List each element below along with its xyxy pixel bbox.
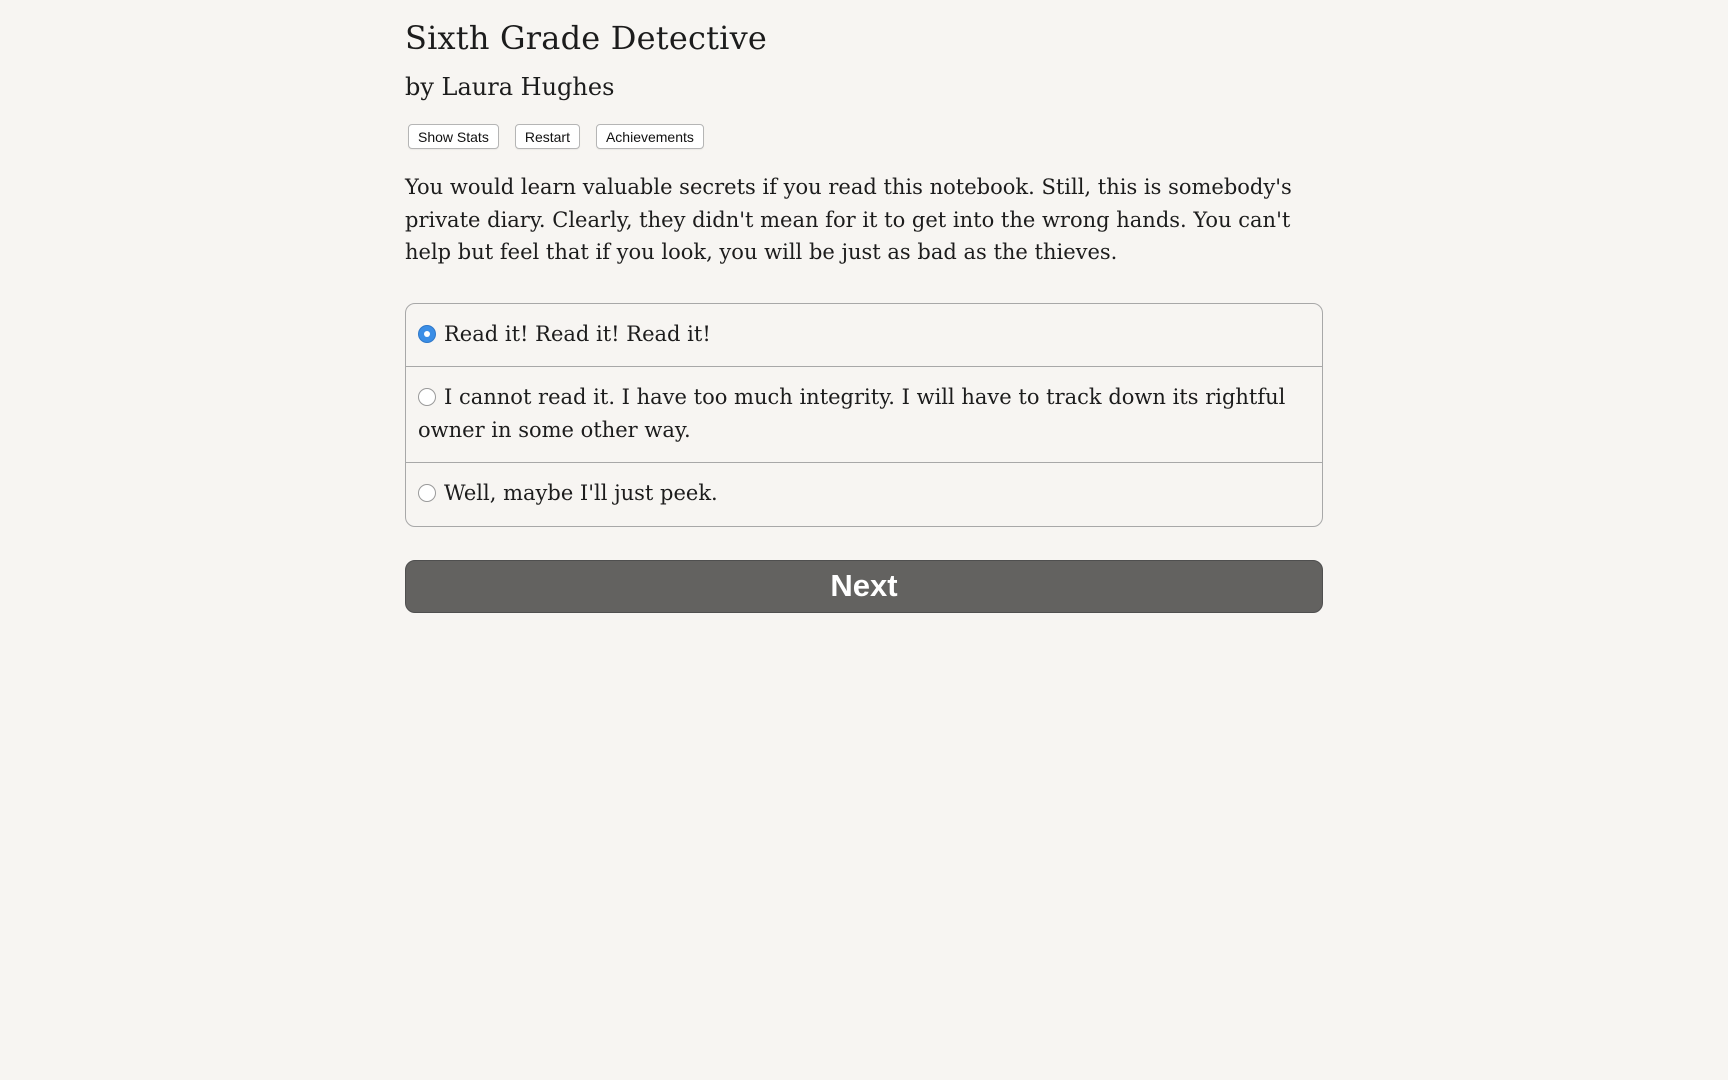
game-title: Sixth Grade Detective [405,19,767,57]
choice-list [405,303,1323,527]
restart-button[interactable]: Restart [515,124,580,149]
toolbar [405,124,1323,149]
game-container [405,0,1323,613]
achievements-button[interactable]: Achievements [596,124,704,149]
game-author: by Laura Hughes [405,73,615,101]
radio-button[interactable] [418,388,436,406]
radio-button-selected[interactable] [418,325,436,343]
choice-just-peek[interactable] [406,462,1322,526]
passage-text: You would learn valuable secrets if you read this notebook. Still, this is somebody's private diary. Clearly, they didn't mean for it to get into the wrong hands. You can't help but feel that if you look, you will be just as bad as the thieves. [405,175,1292,264]
next-button[interactable]: Next [405,560,1323,613]
choice-cannot-read[interactable] [406,366,1322,462]
choice-label: Well, maybe I'll just peek. [444,481,718,505]
radio-button[interactable] [418,484,436,502]
choice-label: Read it! Read it! Read it! [444,321,711,346]
show-stats-button[interactable]: Show Stats [408,124,499,149]
choice-label: I cannot read it. I have too much integrity. I will have to track down its rightful owner in some other way. [418,385,1286,442]
choice-read-it[interactable] [406,304,1322,367]
